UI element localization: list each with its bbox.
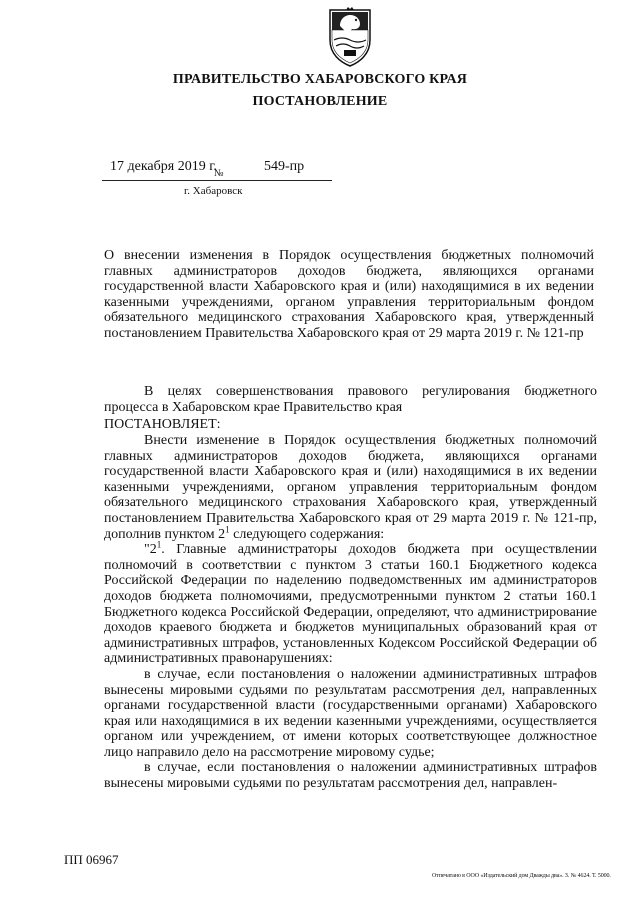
document-subject: О внесении изменения в Порядок осуществления бюджетных полномочий главных администраторов доходов бюджета, являющихся органами государственной власти Хабаровского края и (или) находящимися в их ведении казенными учреждениями, органом управления территориальным фондом обязательного медицинского страхования Хабаровского края, утвержденный постановлением Правительства Хабаровского края от 29 марта 2019 г. № 121-пр [104,248,594,341]
printer-imprint: Отпечатано в ООО «Издательский дом Дважды два». З. № 4624. Т. 5000. [432,873,611,879]
operative-text [104,433,597,792]
resolves-text: ПОСТАНОВЛЯЕТ: [104,417,221,432]
government-title: ПРАВИТЕЛЬСТВО ХАБАРОВСКОГО КРАЯ [172,72,468,87]
number-sign: № [214,168,224,179]
document-type: ПОСТАНОВЛЕНИЕ [252,94,388,109]
date-number-underline [102,180,332,181]
case-two-paragraph: в случае, если постановления о наложении административных штрафов вынесены мировыми судьями по результатам рассмотрения дел, направлен- [104,760,597,792]
new-clause-paragraph [104,539,597,667]
document-city: г. Хабаровск [184,185,243,197]
new-clause-text: . Главные администраторы доходов бюджета при осуществлении полномочий в соответствии с пунктом 3 статьи 160.1 Бюджетного кодекса Российской Федерации по наделению подведомственных им администраторов доходов бюджета полномочиями, предусмотренными пунктом 2 статьи 160.1 Бюджетного кодекса Российской Федерации, определяют, что администрирование доходов краевого бюджета и бюджетов муниципальных образований края от административных штрафов, установленных Кодексом Российской Федерации об административных правонарушениях: [104,542,597,667]
coat-of-arms-emblem [326,6,374,68]
document-date: 17 декабря 2019 г. [110,159,217,174]
preamble-paragraph [104,384,597,415]
amendment-paragraph [104,433,597,542]
document-code: ПП 06967 [64,852,119,867]
new-clause-superscript: 1 [156,539,162,550]
document-number: 549-пр [264,159,305,174]
new-clause-prefix: "2 [144,542,157,558]
amendment-text: Внести изменение в Порядок осуществления бюджетных полномочий главных администраторов доходов бюджета, являющихся органами государственной власти Хабаровского края и (или) находящимися в их ведении казенными учреждениями, органом управления территориальным фондом обязательного медицинского страхования Хабаровского края, утвержденный постановлением Правительства Хабаровского края от 29 марта 2019 г. № 121-пр, дополнив пунктом 2 [104,433,597,542]
amendment-tail: следующего содержания: [229,526,385,542]
case-one-paragraph: в случае, если постановления о наложении административных штрафов вынесены мировыми судьями по результатам рассмотрения дел, направленных органами государственной власти (государственными органами) Хабаровского края или находящимися в их ведении казенными учреждениями, осуществляется органом или учреждением, от имени которых соответствующее должностное лицо направило дело на рассмотрение мировому судье; [104,666,597,760]
preamble-text: В целях совершенствования правового регулирования бюджетного процесса в Хабаровском крае Правительство края [104,384,597,415]
resolves-heading [104,417,597,433]
amendment-superscript: 1 [225,523,230,534]
